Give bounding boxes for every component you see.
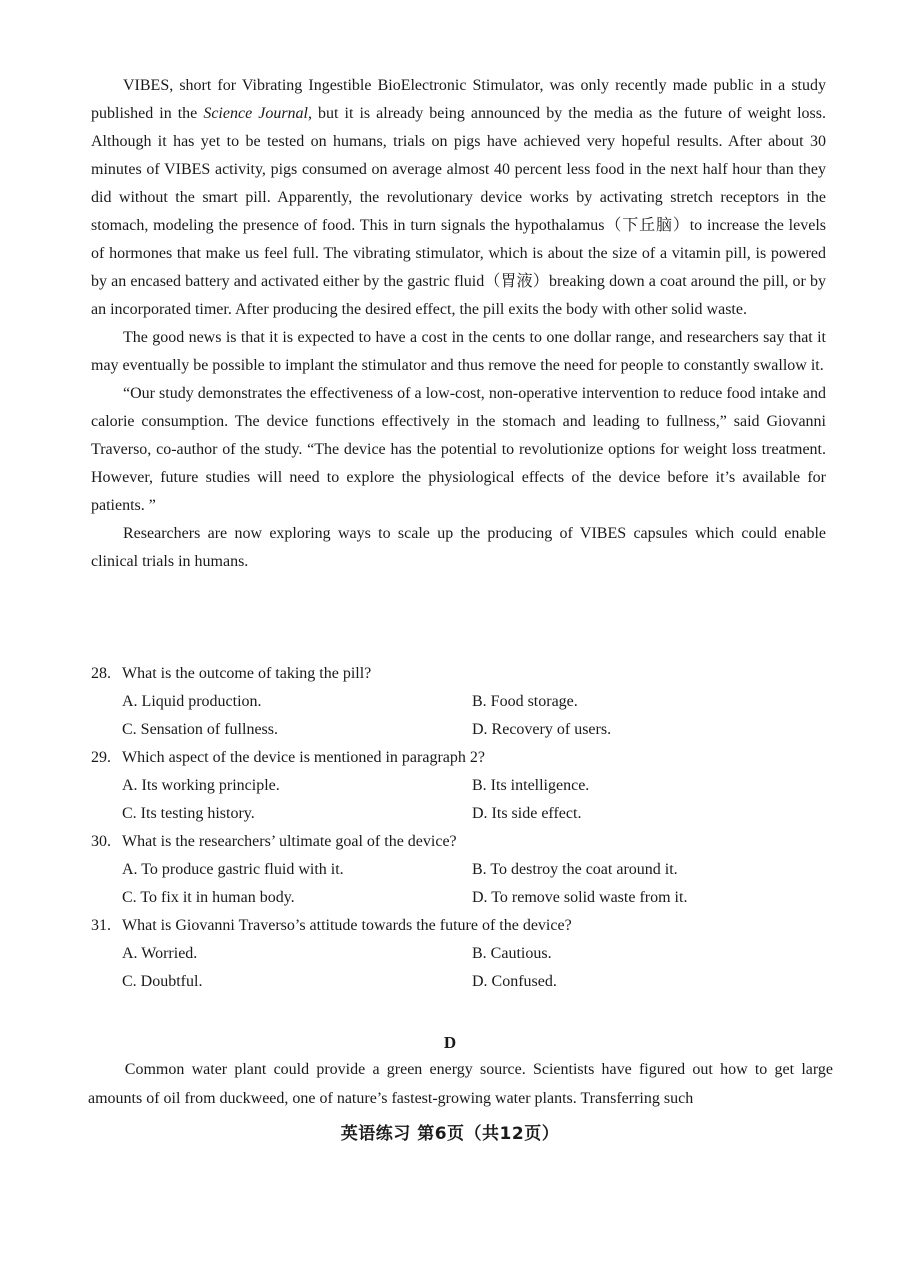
option-c: C. Its testing history. bbox=[122, 805, 255, 822]
option-a: A. Worried. bbox=[122, 945, 198, 962]
passage-c-paragraph-2: The good news is that it is expected to have a cost in the cents to one dollar range, and researchers say that it may eventually be possible to implant the stimulator and thus remove the need for people to constantly swallow it. bbox=[91, 329, 826, 374]
question-stem: What is Giovanni Traverso’s attitude towards the future of the device? bbox=[122, 917, 572, 934]
question-number: 30. bbox=[91, 833, 111, 850]
option-c: C. To fix it in human body. bbox=[122, 889, 295, 906]
passage-d bbox=[88, 1055, 833, 1113]
option-b: B. Its intelligence. bbox=[472, 777, 590, 794]
question-31 bbox=[91, 912, 831, 996]
paragraph-1-text-rest: , but it is already being announced by the media as the future of weight loss. Although it has yet to be tested on humans, trials on pigs have achieved very hopeful results. After about 30 minutes of VIBES activity, pigs consumed on average almost 40 percent less food in the next half hour than they did without the smart pill. Apparently, the revolutionary device works by activating stretch receptors in the stomach, modeling the presence of food. This in turn signals the hypothalamus（下丘脑）to increase the levels of hormones that make us feel full. The vibrating stimulator, which is about the size of a vitamin pill, is powered by an encased battery and activated either by the gastric fluid（胃液）breaking down a coat around the pill, or by an incorporated timer. After producing the desired effect, the pill exits the body with other solid waste. bbox=[91, 105, 826, 318]
passage-c-paragraph-3: “Our study demonstrates the effectiveness of a low-cost, non-operative intervention to reduce food intake and calorie consumption. The device functions effectively in the stomach and leading to fullness,” said Giovanni Traverso, co-author of the study. “The device has the potential to revolutionize options for weight loss treatment. However, future studies will need to explore the physiological effects of the device before it’s available for patients. ” bbox=[91, 385, 826, 514]
passage-c-paragraph-1 bbox=[91, 72, 826, 324]
passage-c-paragraph-4: Researchers are now exploring ways to scale up the producing of VIBES capsules which could enable clinical trials in humans. bbox=[91, 525, 826, 570]
option-d: D. Confused. bbox=[472, 973, 557, 990]
option-a: A. To produce gastric fluid with it. bbox=[122, 861, 344, 878]
passage-c bbox=[91, 72, 826, 576]
question-stem: What is the outcome of taking the pill? bbox=[122, 665, 372, 682]
option-d: D. To remove solid waste from it. bbox=[472, 889, 688, 906]
question-number: 31. bbox=[91, 917, 111, 934]
question-30 bbox=[91, 828, 831, 912]
page-footer: 英语练习 第6页（共12页） bbox=[340, 1124, 560, 1144]
option-c: C. Sensation of fullness. bbox=[122, 721, 278, 738]
section-d-heading: D bbox=[443, 1033, 457, 1052]
paragraph-1-text-start: VIBES, short for Vibrating Ingestible BioElectronic Stimulator, was only recently made public in a study published in the bbox=[91, 77, 826, 122]
option-d: D. Recovery of users. bbox=[472, 721, 612, 738]
option-a: A. Its working principle. bbox=[122, 777, 280, 794]
question-28 bbox=[91, 660, 831, 744]
option-d: D. Its side effect. bbox=[472, 805, 582, 822]
option-b: B. Cautious. bbox=[472, 945, 552, 962]
question-list bbox=[91, 660, 831, 996]
option-b: B. Food storage. bbox=[472, 693, 578, 710]
option-a: A. Liquid production. bbox=[122, 693, 262, 710]
journal-name: Science Journal bbox=[203, 105, 308, 122]
question-number: 28. bbox=[91, 665, 111, 682]
option-c: C. Doubtful. bbox=[122, 973, 203, 990]
question-number: 29. bbox=[91, 749, 111, 766]
passage-d-paragraph-1: Common water plant could provide a green energy source. Scientists have figured out how to get large amounts of oil from duckweed, one of nature’s fastest-growing water plants. Transferring such bbox=[88, 1061, 833, 1107]
question-stem: What is the researchers’ ultimate goal of the device? bbox=[122, 833, 457, 850]
question-stem: Which aspect of the device is mentioned in paragraph 2? bbox=[122, 749, 485, 766]
question-29 bbox=[91, 744, 831, 828]
option-b: B. To destroy the coat around it. bbox=[472, 861, 678, 878]
